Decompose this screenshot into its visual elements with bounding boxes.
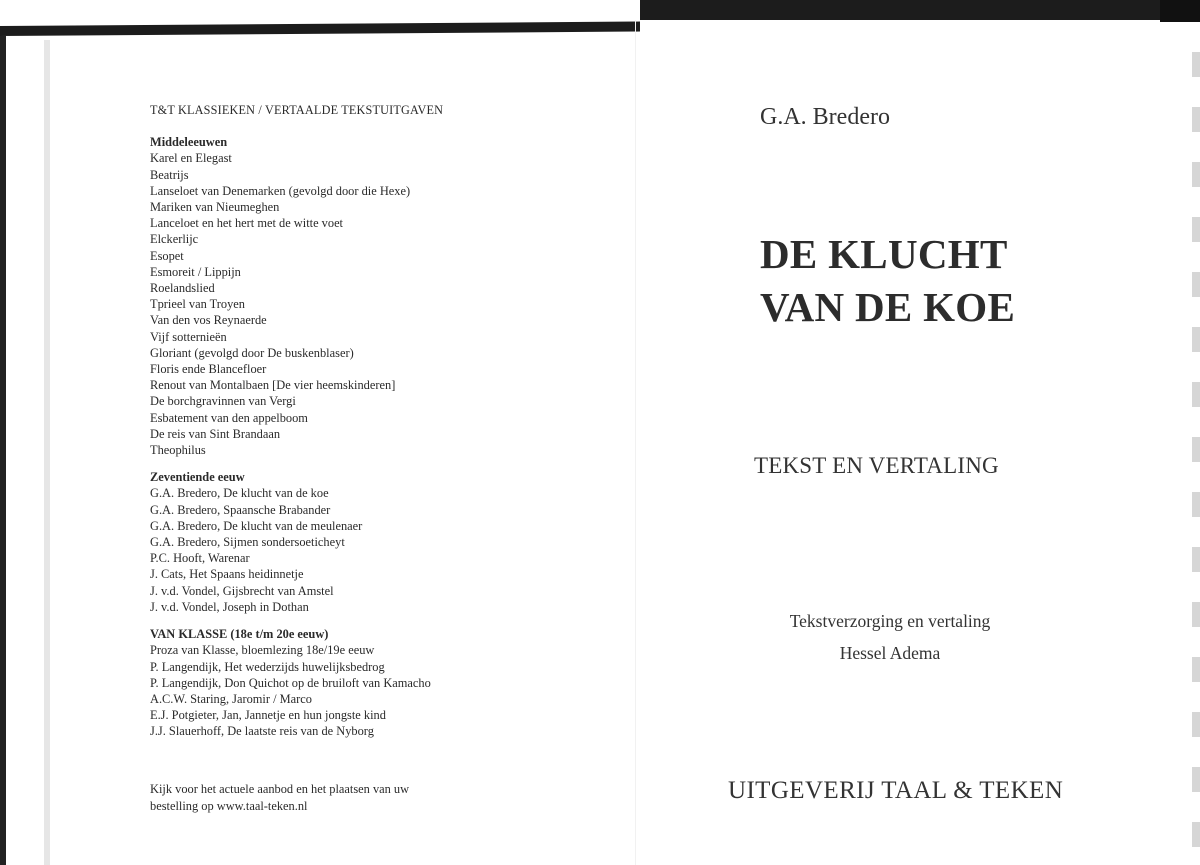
list-item: Mariken van Nieumeghen bbox=[150, 200, 280, 215]
list-item: P. Langendijk, Don Quichot op de bruiloft van Kamacho bbox=[150, 675, 431, 690]
list-item: Theophilus bbox=[150, 443, 206, 458]
section-middeleeuwen bbox=[150, 134, 620, 458]
list-item: Renout van Montalbaen [De vier heemskinderen] bbox=[150, 378, 396, 393]
list-item: Elckerlijc bbox=[150, 232, 199, 247]
list-item: G.A. Bredero, Spaansche Brabander bbox=[150, 502, 331, 517]
list-item: Beatrijs bbox=[150, 167, 189, 182]
list-item: Esmoreit / Lippijn bbox=[150, 264, 241, 279]
list-item: J. Cats, Het Spaans heidinnetje bbox=[150, 567, 304, 582]
list-item: Roelandslied bbox=[150, 281, 215, 296]
list-item: Van den vos Reynaerde bbox=[150, 313, 267, 328]
left-page bbox=[150, 102, 620, 751]
title-line: VAN DE KOE bbox=[760, 284, 1016, 330]
section-van-klasse bbox=[150, 626, 620, 739]
scan-edge-left bbox=[0, 36, 6, 865]
list-item: P. Langendijk, Het wederzijds huwelijksbedrog bbox=[150, 659, 385, 674]
scan-shadow-top-left bbox=[0, 0, 640, 34]
list-item: Karel en Elegast bbox=[150, 151, 232, 166]
list-item: P.C. Hooft, Warenar bbox=[150, 551, 250, 566]
subtitle: TEKST EN VERTALING bbox=[754, 453, 999, 478]
footer-line: bestelling op www.taal-teken.nl bbox=[150, 798, 308, 813]
list-item: Proza van Klasse, bloemlezing 18e/19e eeuw bbox=[150, 643, 375, 658]
list-item: Lanceloet en het hert met de witte voet bbox=[150, 216, 344, 231]
scan-shadow-top-right bbox=[640, 0, 1200, 20]
list-item: G.A. Bredero, De klucht van de meulenaer bbox=[150, 518, 363, 533]
section-heading: Middeleeuwen bbox=[150, 135, 228, 150]
section-zeventiende-eeuw bbox=[150, 469, 620, 615]
list-item: G.A. Bredero, Sijmen sondersoeticheyt bbox=[150, 535, 345, 550]
page-edge-left bbox=[44, 40, 50, 865]
list-item: Floris ende Blancefloer bbox=[150, 362, 267, 377]
credits-line: Hessel Adema bbox=[839, 643, 941, 663]
title-line: DE KLUCHT bbox=[760, 231, 1008, 277]
list-item: Lanseloet van Denemarken (gevolgd door die Hexe) bbox=[150, 183, 411, 198]
footer-line: Kijk voor het actuele aanbod en het plaatsen van uw bbox=[150, 782, 410, 796]
list-item: Gloriant (gevolgd door De buskenblaser) bbox=[150, 345, 354, 360]
publisher-name: UITGEVERIJ TAAL & TEKEN bbox=[728, 777, 1064, 804]
scan-edge-right bbox=[1192, 22, 1200, 865]
list-item: A.C.W. Staring, Jaromir / Marco bbox=[150, 691, 312, 706]
footer-note bbox=[150, 781, 480, 814]
book-spine-fold bbox=[635, 20, 636, 865]
list-item: De reis van Sint Brandaan bbox=[150, 426, 281, 441]
list-item: Tprieel van Troyen bbox=[150, 297, 245, 312]
credits bbox=[770, 605, 1010, 669]
series-header: T&T KLASSIEKEN / VERTAALDE TEKSTUITGAVEN bbox=[150, 103, 444, 117]
list-item: G.A. Bredero, De klucht van de koe bbox=[150, 486, 329, 501]
section-heading: VAN KLASSE (18e t/m 20e eeuw) bbox=[150, 627, 329, 642]
list-item: J. v.d. Vondel, Gijsbrecht van Amstel bbox=[150, 583, 334, 598]
list-item: Esopet bbox=[150, 248, 184, 263]
list-item: J. v.d. Vondel, Joseph in Dothan bbox=[150, 599, 309, 614]
list-item: De borchgravinnen van Vergi bbox=[150, 394, 296, 409]
list-item: E.J. Potgieter, Jan, Jannetje en hun jongste kind bbox=[150, 708, 386, 723]
author-name: G.A. Bredero bbox=[760, 104, 890, 130]
section-heading: Zeventiende eeuw bbox=[150, 470, 245, 485]
list-item: Vijf sotternieën bbox=[150, 329, 227, 344]
book-title bbox=[760, 228, 1015, 334]
list-item: J.J. Slauerhoff, De laatste reis van de Nyborg bbox=[150, 724, 374, 739]
credits-line: Tekstverzorging en vertaling bbox=[789, 611, 991, 631]
list-item: Esbatement van den appelboom bbox=[150, 410, 308, 425]
scan-shadow-corner bbox=[1160, 0, 1200, 22]
